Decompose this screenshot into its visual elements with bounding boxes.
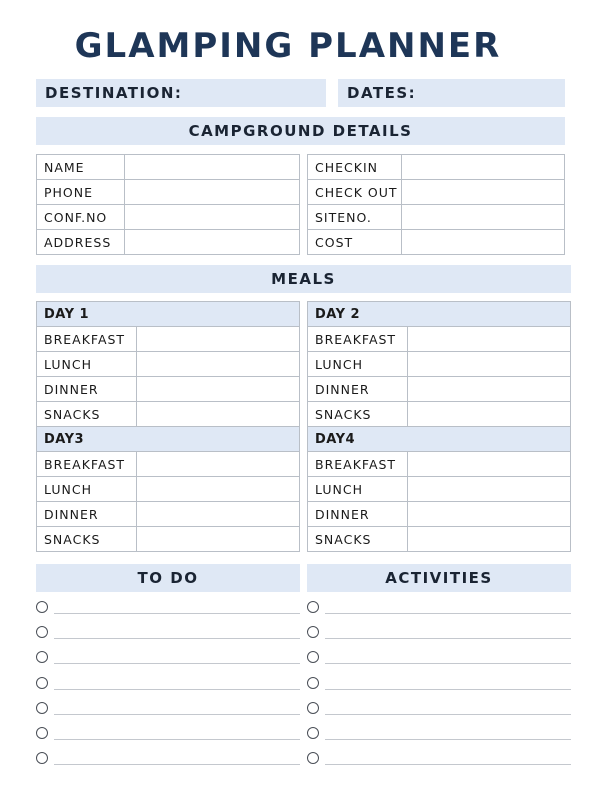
table-row <box>37 230 300 255</box>
meal-label: LUNCH <box>308 352 408 377</box>
meals-heading: MEALS <box>36 265 571 293</box>
meal-entry-cell[interactable] <box>137 527 300 552</box>
checkbox-circle[interactable] <box>36 651 48 663</box>
field-value-cell[interactable] <box>402 155 565 180</box>
meal-label: BREAKFAST <box>308 452 408 477</box>
destination-field[interactable] <box>36 79 326 107</box>
meal-label: DINNER <box>37 502 137 527</box>
checkbox-circle[interactable] <box>307 677 319 689</box>
meals-day2-table <box>307 301 571 552</box>
list-item <box>307 702 571 727</box>
meal-label: SNACKS <box>308 527 408 552</box>
list-item <box>307 752 571 777</box>
table-row <box>308 377 571 402</box>
table-row <box>37 452 300 477</box>
field-value-cell[interactable] <box>402 205 565 230</box>
checkbox-circle[interactable] <box>36 727 48 739</box>
checkbox-circle[interactable] <box>36 702 48 714</box>
write-in-line[interactable] <box>54 663 300 664</box>
table-row <box>308 477 571 502</box>
table-row <box>308 230 565 255</box>
checkbox-circle[interactable] <box>307 752 319 764</box>
meal-label: BREAKFAST <box>37 327 137 352</box>
field-label: CONF.NO <box>37 205 125 230</box>
list-item <box>36 702 300 727</box>
todo-checklist <box>36 601 300 777</box>
write-in-line[interactable] <box>325 739 571 740</box>
list-item <box>307 651 571 676</box>
meal-label: SNACKS <box>37 402 137 427</box>
meal-label: LUNCH <box>37 352 137 377</box>
field-value-cell[interactable] <box>125 230 300 255</box>
table-row <box>37 352 300 377</box>
meal-label: LUNCH <box>37 477 137 502</box>
table-row <box>308 502 571 527</box>
table-row <box>308 327 571 352</box>
write-in-line[interactable] <box>325 689 571 690</box>
table-row <box>308 205 565 230</box>
write-in-line[interactable] <box>54 739 300 740</box>
write-in-line[interactable] <box>54 689 300 690</box>
campground-left-table <box>36 154 300 255</box>
field-label: PHONE <box>37 180 125 205</box>
todo-heading: TO DO <box>36 564 300 592</box>
meal-label: DINNER <box>37 377 137 402</box>
table-row <box>308 352 571 377</box>
table-row <box>37 402 300 427</box>
list-item <box>36 626 300 651</box>
write-in-line[interactable] <box>54 764 300 765</box>
field-label: COST <box>308 230 402 255</box>
meal-entry-cell[interactable] <box>408 327 571 352</box>
checkbox-circle[interactable] <box>307 702 319 714</box>
write-in-line[interactable] <box>54 714 300 715</box>
field-label: CHECK OUT <box>308 180 402 205</box>
day-2-header: DAY 2 <box>308 302 571 327</box>
write-in-line[interactable] <box>325 764 571 765</box>
list-item <box>36 601 300 626</box>
field-label: ADDRESS <box>37 230 125 255</box>
field-value-cell[interactable] <box>402 230 565 255</box>
meal-entry-cell[interactable] <box>408 527 571 552</box>
field-value-cell[interactable] <box>125 155 300 180</box>
meal-entry-cell[interactable] <box>408 377 571 402</box>
checkbox-circle[interactable] <box>307 601 319 613</box>
list-item <box>307 626 571 651</box>
meal-label: BREAKFAST <box>37 452 137 477</box>
checkbox-circle[interactable] <box>307 651 319 663</box>
checkbox-circle[interactable] <box>36 626 48 638</box>
field-label: NAME <box>37 155 125 180</box>
meal-label: BREAKFAST <box>308 327 408 352</box>
checkbox-circle[interactable] <box>36 601 48 613</box>
table-row <box>37 477 300 502</box>
write-in-line[interactable] <box>325 638 571 639</box>
table-row <box>308 452 571 477</box>
table-row <box>37 502 300 527</box>
list-item <box>307 727 571 752</box>
meal-entry-cell[interactable] <box>137 377 300 402</box>
meal-label: LUNCH <box>308 477 408 502</box>
activities-checklist <box>307 601 571 777</box>
table-row <box>308 180 565 205</box>
list-item <box>36 677 300 702</box>
meal-entry-cell[interactable] <box>408 477 571 502</box>
list-item <box>36 752 300 777</box>
write-in-line[interactable] <box>54 638 300 639</box>
table-row <box>37 527 300 552</box>
dates-field[interactable] <box>338 79 565 107</box>
field-value-cell[interactable] <box>125 180 300 205</box>
meal-entry-cell[interactable] <box>408 502 571 527</box>
table-row <box>308 527 571 552</box>
meal-entry-cell[interactable] <box>137 327 300 352</box>
meals-day1-table <box>36 301 300 552</box>
field-value-cell[interactable] <box>125 205 300 230</box>
campground-right-table <box>307 154 565 255</box>
activities-heading: ACTIVITIES <box>307 564 571 592</box>
table-row <box>308 155 565 180</box>
meal-entry-cell[interactable] <box>137 502 300 527</box>
checkbox-circle[interactable] <box>36 752 48 764</box>
list-item <box>36 651 300 676</box>
table-row <box>37 155 300 180</box>
table-row <box>37 180 300 205</box>
destination-label: DESTINATION: <box>45 84 183 102</box>
table-row <box>37 205 300 230</box>
checkbox-circle[interactable] <box>36 677 48 689</box>
day-4-header: DAY4 <box>308 427 571 452</box>
meal-label: SNACKS <box>308 402 408 427</box>
list-item <box>36 727 300 752</box>
meal-label: DINNER <box>308 377 408 402</box>
table-row <box>37 377 300 402</box>
meal-entry-cell[interactable] <box>137 352 300 377</box>
table-row <box>37 327 300 352</box>
checkbox-circle[interactable] <box>307 626 319 638</box>
meal-entry-cell[interactable] <box>408 452 571 477</box>
campground-details-heading: CAMPGROUND DETAILS <box>36 117 565 145</box>
meal-entry-cell[interactable] <box>408 352 571 377</box>
list-item <box>307 677 571 702</box>
meal-entry-cell[interactable] <box>137 477 300 502</box>
meal-label: DINNER <box>308 502 408 527</box>
field-label: CHECKIN <box>308 155 402 180</box>
page-title: GLAMPING PLANNER <box>74 26 502 66</box>
checkbox-circle[interactable] <box>307 727 319 739</box>
dates-label: DATES: <box>347 84 417 102</box>
meal-entry-cell[interactable] <box>408 402 571 427</box>
write-in-line[interactable] <box>325 714 571 715</box>
meal-entry-cell[interactable] <box>137 402 300 427</box>
write-in-line[interactable] <box>54 613 300 614</box>
day-3-header: DAY3 <box>37 427 300 452</box>
write-in-line[interactable] <box>325 613 571 614</box>
list-item <box>307 601 571 626</box>
field-value-cell[interactable] <box>402 180 565 205</box>
write-in-line[interactable] <box>325 663 571 664</box>
table-row <box>308 402 571 427</box>
field-label: SITENO. <box>308 205 402 230</box>
day-1-header: DAY 1 <box>37 302 300 327</box>
meal-entry-cell[interactable] <box>137 452 300 477</box>
meal-label: SNACKS <box>37 527 137 552</box>
